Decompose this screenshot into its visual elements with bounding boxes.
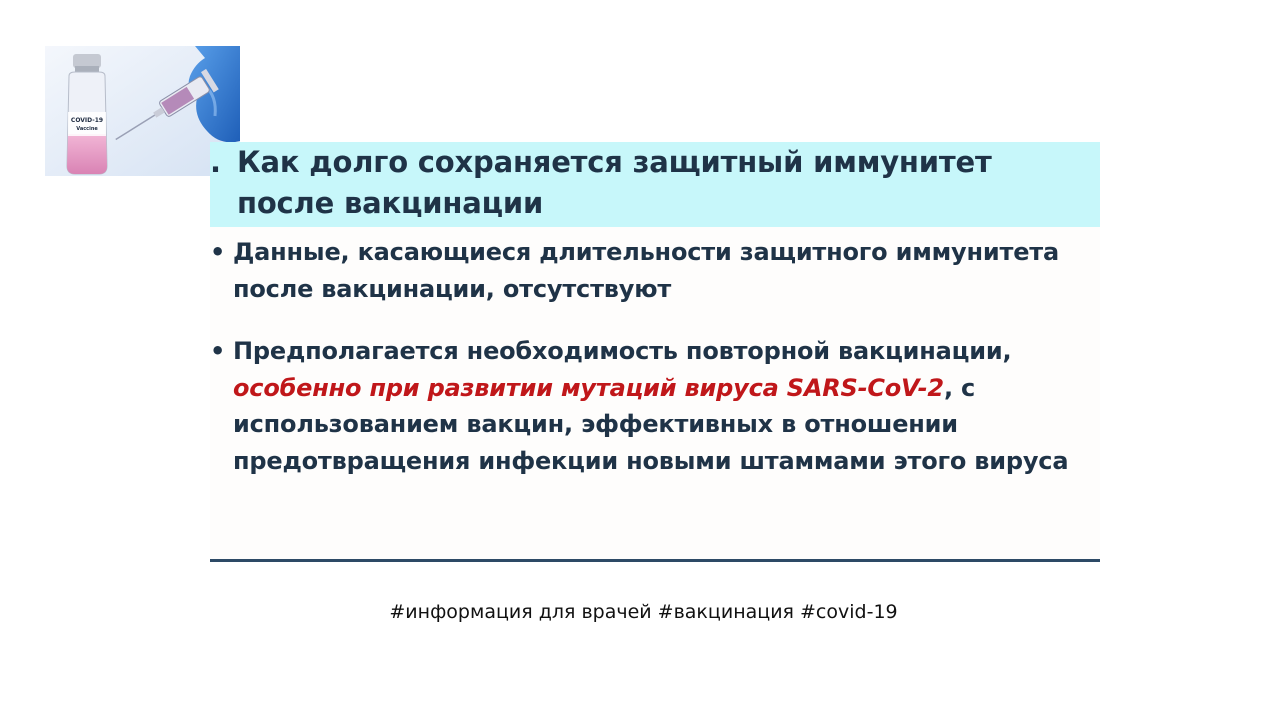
bullet-highlight-text: особенно при развитии мутаций вируса SARS-CoV-2 bbox=[233, 373, 944, 402]
title-band bbox=[210, 142, 1100, 227]
bottom-divider bbox=[210, 559, 1100, 562]
hashtags-caption: #информация для врачей #вакцинация #covid-19 bbox=[389, 601, 898, 623]
bullet-item-immunity-data bbox=[210, 234, 1100, 307]
bullet-text-before: Предполагается необходимость повторной вакцинации, bbox=[233, 337, 1012, 365]
vial-label-line2: Vaccine bbox=[76, 126, 98, 132]
bullet-item-revaccination bbox=[210, 333, 1100, 479]
title-number-stub: . bbox=[210, 145, 222, 179]
bullet-text: Данные, касающиеся длительности защитного иммунитета после вакцинации, отсутствуют bbox=[233, 238, 1059, 303]
bullet-marker: • bbox=[210, 238, 226, 266]
bullet-text-after: , с использованием вакцин, эффективных в отношении предотвращения инфекции новыми штаммами этого вируса bbox=[233, 373, 1069, 475]
slide-title: Как долго сохраняется защитный иммунитет после вакцинации bbox=[237, 145, 992, 220]
bullet-list bbox=[210, 234, 1100, 505]
bullet-marker: • bbox=[210, 337, 226, 365]
slide-card bbox=[210, 142, 1100, 562]
vial-label-line1: COVID-19 bbox=[70, 117, 104, 124]
